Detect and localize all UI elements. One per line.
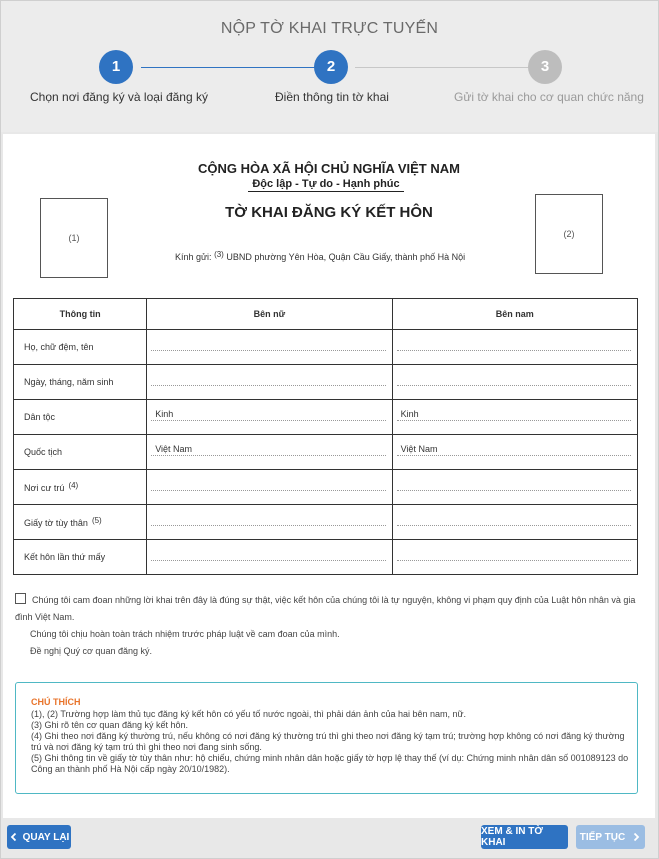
step-2-label[interactable]: Điền thông tin tờ khai	[275, 90, 389, 104]
note-item: (1), (2) Trường hợp làm thủ tục đăng ký kết hôn có yếu tố nước ngoài, thì phải dán ảnh của hai bên nam, nữ.	[31, 709, 467, 719]
motto: Độc lập - Tự do - Hạnh phúc	[248, 178, 404, 192]
chevron-left-icon	[9, 832, 19, 842]
male-marriage-count-input[interactable]	[397, 548, 631, 561]
next-button-label: TIẾP TỤC	[579, 831, 626, 843]
female-nationality-input[interactable]: Việt Nam	[151, 443, 385, 456]
step-3-circle: 3	[528, 50, 562, 84]
male-id-input[interactable]	[397, 513, 631, 526]
next-button[interactable]	[576, 825, 645, 849]
chevron-right-icon	[631, 832, 641, 842]
female-marriage-count-input[interactable]	[151, 548, 385, 561]
male-name-cell	[392, 330, 637, 365]
col-header-info: Thông tin	[14, 299, 147, 330]
female-dob-cell	[147, 365, 392, 400]
female-ethnicity-cell	[147, 400, 392, 435]
print-preview-button[interactable]: XEM & IN TỜ KHAI	[481, 825, 568, 849]
table-header-row	[14, 299, 638, 330]
table-row	[14, 400, 638, 435]
row-label-text: Kết hôn lần thứ mấy	[24, 552, 106, 562]
male-residence-input[interactable]	[397, 478, 631, 491]
recipient-value: UBND phường Yên Hòa, Quận Cầu Giấy, thành phố Hà Nội	[226, 252, 466, 262]
female-ethnicity-input[interactable]: Kinh	[151, 408, 385, 421]
page-title: NỘP TỜ KHAI TRỰC TUYẾN	[220, 20, 439, 37]
row-label	[14, 505, 147, 540]
col-header-male: Bên nam	[392, 299, 637, 330]
step-connector-1-2	[141, 67, 316, 68]
recipient-ref: (3)	[214, 250, 224, 259]
info-table	[13, 298, 638, 575]
commitment-line-2: Chúng tôi chịu hoàn toàn trách nhiệm trước pháp luật về cam đoan của mình.	[30, 629, 340, 639]
row-ref: (4)	[68, 481, 79, 490]
commitment-checkbox[interactable]	[15, 593, 26, 604]
row-label	[14, 470, 147, 505]
row-label	[14, 435, 147, 470]
note-item: (3) Ghi rõ tên cơ quan đăng ký kết hôn.	[31, 720, 188, 730]
male-name-input[interactable]	[397, 338, 631, 351]
male-dob-input[interactable]	[397, 373, 631, 386]
row-label-text: Dân tộc	[24, 412, 56, 422]
notes-box	[15, 682, 638, 794]
notes-body	[31, 709, 631, 775]
female-residence-cell	[147, 470, 392, 505]
female-marriage-count-cell	[147, 540, 392, 575]
recipient-label: Kính gửi:	[175, 252, 212, 262]
female-nationality-cell	[147, 435, 392, 470]
form-paper	[3, 134, 655, 818]
male-ethnicity-cell	[392, 400, 637, 435]
row-label	[14, 400, 147, 435]
male-nationality-cell	[392, 435, 637, 470]
commitment-line-3: Đề nghị Quý cơ quan đăng ký.	[30, 646, 152, 656]
table-row	[14, 365, 638, 400]
notes-title: CHÚ THÍCH	[31, 697, 81, 707]
commitment-line-1: Chúng tôi cam đoan những lời khai trên đây là đúng sự thật, việc kết hôn của chúng tôi là tự nguyện, không vi phạm quy định của Luật hôn nhân và gia đình Việt Nam.	[15, 595, 636, 622]
step-1-circle[interactable]: 1	[99, 50, 133, 84]
col-header-female: Bên nữ	[147, 299, 392, 330]
table-row	[14, 330, 638, 365]
table-row	[14, 540, 638, 575]
form-title: TỜ KHAI ĐĂNG KÝ KẾT HÔN	[225, 204, 433, 221]
row-label	[14, 330, 147, 365]
row-label	[14, 540, 147, 575]
male-residence-cell	[392, 470, 637, 505]
row-label-text: Quốc tịch	[24, 447, 63, 457]
table-row	[14, 435, 638, 470]
male-id-cell	[392, 505, 637, 540]
female-name-input[interactable]	[151, 338, 385, 351]
recipient-line	[175, 250, 465, 262]
male-ethnicity-input[interactable]: Kinh	[397, 408, 631, 421]
female-name-cell	[147, 330, 392, 365]
nation-heading: CỘNG HÒA XÃ HỘI CHỦ NGHĨA VIỆT NAM	[198, 161, 460, 176]
table-row	[14, 505, 638, 540]
step-3-label: Gửi tờ khai cho cơ quan chức năng	[454, 90, 644, 104]
step-1-label[interactable]: Chọn nơi đăng ký và loại đăng ký	[30, 90, 208, 104]
back-button-label: QUAY LẠI	[22, 831, 70, 843]
commitment-section	[15, 592, 643, 660]
note-item: (4) Ghi theo nơi đăng ký thường trú, nếu không có nơi đăng ký thường trú thì ghi theo nơi đăng ký tạm trú; trường hợp không có nơi đăng ký thường trú và nơi đăng ký tạm trú thì ghi theo nơi đang sinh sống.	[31, 731, 625, 752]
row-label	[14, 365, 147, 400]
note-item: (5) Ghi thông tin về giấy tờ tùy thân như: hộ chiếu, chứng minh nhân dân hoặc giấy tờ hợp lệ thay thế (ví dụ: Chứng minh nhân dân số 001089123 do Công an thành phố Hà Nội cấp ngày 20/10/1982).	[31, 753, 629, 774]
row-label-text: Nơi cư trú	[24, 483, 65, 493]
row-label-text: Giấy tờ tùy thân	[24, 518, 88, 528]
back-button[interactable]	[7, 825, 71, 849]
female-id-cell	[147, 505, 392, 540]
row-label-text: Ngày, tháng, năm sinh	[24, 377, 114, 387]
male-nationality-input[interactable]: Việt Nam	[397, 443, 631, 456]
table-row	[14, 470, 638, 505]
male-marriage-count-cell	[392, 540, 637, 575]
female-id-input[interactable]	[151, 513, 385, 526]
row-ref: (5)	[91, 516, 102, 525]
female-dob-input[interactable]	[151, 373, 385, 386]
wizard-header	[1, 1, 658, 132]
male-dob-cell	[392, 365, 637, 400]
photo-right-placeholder: (2)	[535, 194, 603, 274]
female-residence-input[interactable]	[151, 478, 385, 491]
footer-bar	[1, 818, 658, 858]
step-2-circle[interactable]: 2	[314, 50, 348, 84]
row-label-text: Họ, chữ đệm, tên	[24, 342, 94, 352]
photo-left-placeholder: (1)	[40, 198, 108, 278]
step-connector-2-3	[355, 67, 529, 68]
